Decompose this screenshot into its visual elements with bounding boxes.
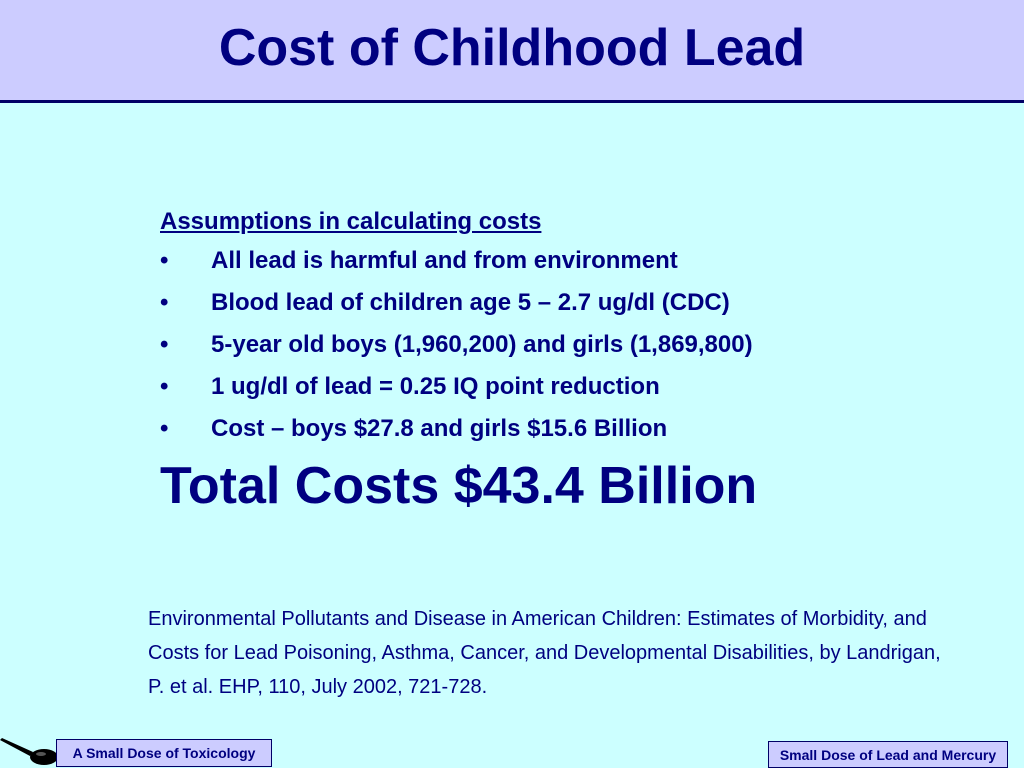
bullet-marker: • [160, 373, 169, 400]
title-bar [0, 0, 1024, 103]
list-item-text: Cost – boys $27.8 and girls $15.6 Billion [211, 415, 668, 442]
citation-text: Environmental Pollutants and Disease in American Children: Estimates of Morbidity, and Costs for Lead Poisoning, Asthma, Cancer, and Developmental Disabilities, by Landrigan, P. et al. EHP, 110, July 2002, 721-728. [148, 608, 941, 698]
total-costs: Total Costs $43.4 Billion [160, 457, 758, 515]
bullet-marker: • [160, 247, 169, 274]
footer-right-label: Small Dose of Lead and Mercury [768, 741, 1008, 768]
list-item [160, 408, 960, 450]
list-item-text: 5-year old boys (1,960,200) and girls (1,869,800) [211, 331, 753, 358]
bullet-marker: • [160, 289, 169, 316]
slide-content [160, 204, 960, 522]
footer-left-label: A Small Dose of Toxicology [56, 739, 272, 767]
assumptions-heading: Assumptions in calculating costs [160, 208, 542, 235]
list-item [160, 324, 960, 366]
list-item [160, 282, 960, 324]
list-item-text: 1 ug/dl of lead = 0.25 IQ point reduction [211, 373, 660, 400]
list-item-text: All lead is harmful and from environment [211, 247, 678, 274]
bullet-marker: • [160, 415, 169, 442]
list-item-text: Blood lead of children age 5 – 2.7 ug/dl (CDC) [211, 289, 730, 316]
slide-title: Cost of Childhood Lead [218, 19, 806, 77]
bullet-marker: • [160, 331, 169, 358]
list-item [160, 366, 960, 408]
assumptions-list [160, 240, 960, 450]
spoon-icon [0, 738, 62, 768]
list-item [160, 240, 960, 282]
